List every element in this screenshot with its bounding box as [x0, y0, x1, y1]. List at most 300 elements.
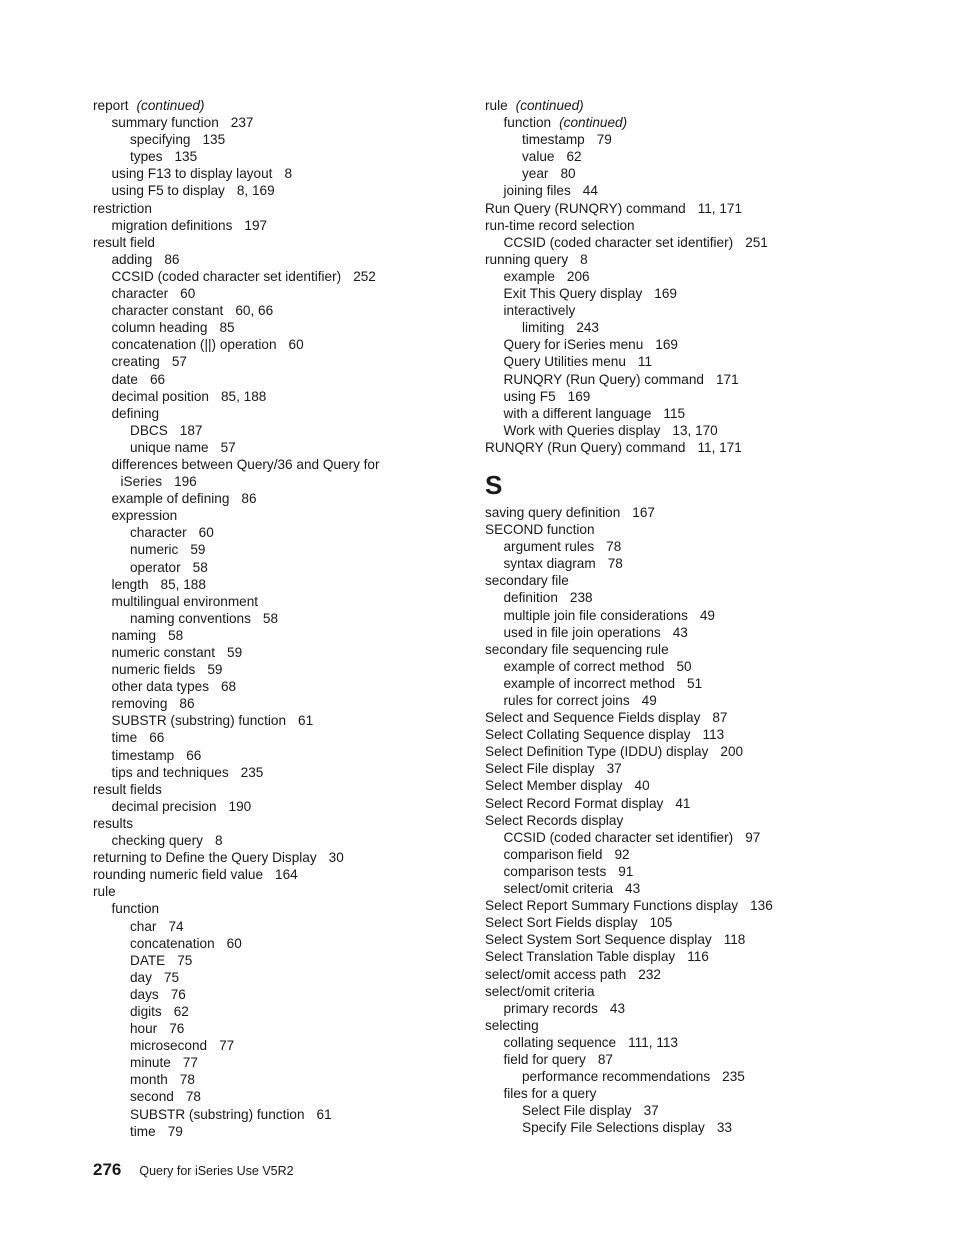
page-reference: 164 [275, 867, 298, 883]
index-entry [485, 897, 805, 914]
page-reference: 197 [244, 217, 268, 233]
index-term: numeric constant [111, 645, 216, 660]
page-reference: 8, 169 [236, 183, 275, 199]
page-reference: 169 [655, 337, 678, 353]
page-reference: 51 [687, 675, 703, 691]
index-term: comparison field [503, 846, 603, 862]
index-term: argument rules [503, 539, 595, 555]
index-term: specifying [130, 132, 191, 148]
index-term: report [93, 98, 129, 113]
page-reference: 59 [227, 645, 243, 660]
index-term: hour [130, 1021, 158, 1037]
page-reference: 49 [641, 693, 657, 708]
page-reference: 77 [182, 1055, 198, 1071]
index-entry [93, 1054, 403, 1071]
index-entry [485, 538, 805, 555]
index-entry [93, 866, 403, 883]
index-entry [485, 353, 805, 370]
index-term: microsecond [130, 1038, 208, 1054]
index-entry [93, 900, 403, 917]
index-term: running query [485, 251, 569, 267]
index-entry [485, 439, 805, 456]
index-entry [485, 97, 805, 114]
index-term: collating sequence [503, 1034, 617, 1050]
index-entry [93, 371, 403, 388]
index-entry [485, 795, 805, 812]
index-term: column heading [111, 320, 208, 336]
index-term: definition [503, 590, 558, 606]
index-entry [485, 182, 805, 199]
page-reference: 92 [614, 846, 630, 862]
page-reference: 50 [676, 658, 692, 674]
index-group-s [485, 504, 805, 1136]
index-term: returning to Define the Query Display [93, 850, 317, 866]
page-reference: 75 [177, 952, 193, 968]
page-reference: 76 [170, 986, 186, 1002]
index-group-r [485, 97, 805, 456]
index-entry [93, 507, 403, 524]
index-entry [93, 1106, 403, 1123]
index-entry [93, 217, 403, 234]
page-reference: 13, 170 [672, 422, 718, 438]
index-term: timestamp [111, 747, 175, 763]
index-entry [93, 422, 403, 439]
page-reference: 66 [149, 730, 165, 746]
index-term: multilingual environment [111, 593, 259, 609]
index-term: used in file join operations [503, 624, 661, 640]
page-reference: 252 [353, 268, 376, 284]
page-reference: 33 [716, 1120, 732, 1136]
index-entry [93, 200, 403, 217]
index-entry [485, 131, 805, 148]
index-entry [93, 336, 403, 353]
page-reference: 171 [715, 371, 739, 387]
page-reference: 41 [675, 795, 691, 811]
page-reference: 190 [228, 798, 252, 814]
index-term: RUNQRY (Run Query) command [485, 439, 686, 455]
index-entry [93, 97, 403, 114]
index-term: numeric [130, 542, 179, 558]
index-entry [485, 217, 805, 234]
index-term: secondary file sequencing rule [485, 641, 669, 657]
index-term: Select Record Format display [485, 795, 664, 811]
index-entry [93, 148, 403, 165]
index-entry [485, 1068, 805, 1085]
index-entry [93, 918, 403, 935]
index-term: Query for iSeries menu [503, 337, 644, 353]
index-entry [93, 439, 403, 456]
index-entry [93, 627, 403, 644]
page-reference: 115 [663, 405, 686, 421]
page-reference: 87 [712, 710, 728, 726]
page-reference: 78 [185, 1089, 201, 1105]
index-term: primary records [503, 1000, 598, 1016]
index-entry [93, 729, 403, 746]
index-term: naming conventions [130, 610, 251, 626]
index-term: other data types [111, 679, 209, 695]
index-entry [93, 815, 403, 832]
index-entry [93, 1037, 403, 1054]
index-term: digits [130, 1003, 162, 1019]
index-term: minute [130, 1055, 171, 1071]
index-term: Select File display [485, 761, 595, 777]
index-entry [485, 251, 805, 268]
index-term: char [130, 918, 157, 934]
index-term: select/omit access path [485, 966, 627, 982]
index-term: with a different language [503, 405, 652, 421]
index-entry [485, 589, 805, 606]
page-reference: 62 [173, 1003, 189, 1019]
page-reference: 238 [569, 590, 593, 606]
index-entry [485, 572, 805, 589]
index-entry [485, 165, 805, 182]
index-term: CCSID (coded character set identifier) [503, 829, 734, 845]
page-reference: 136 [750, 898, 773, 914]
page-reference: 49 [699, 607, 715, 623]
index-entry [93, 302, 403, 319]
index-entry [93, 234, 403, 251]
page-reference: 60, 66 [235, 303, 274, 319]
index-entry [93, 883, 403, 900]
index-term: rule [93, 884, 116, 900]
index-entry [485, 268, 805, 285]
index-term: decimal position [111, 388, 209, 404]
index-term: select/omit criteria [485, 983, 595, 999]
index-term: date [111, 371, 138, 387]
index-term: value [522, 149, 555, 165]
index-term: Select Collating Sequence display [485, 727, 691, 743]
index-entry [93, 285, 403, 302]
index-term: CCSID (coded character set identifier) [503, 234, 734, 250]
index-column-right [485, 97, 805, 1136]
index-term: summary function [111, 115, 219, 131]
index-term: result fields [93, 781, 162, 797]
index-entry [93, 712, 403, 729]
index-entry [93, 1071, 403, 1088]
index-entry [93, 1003, 403, 1020]
page-reference: 11, 171 [697, 200, 743, 216]
index-term: checking query [111, 833, 203, 849]
index-entry [485, 846, 805, 863]
index-term: function [111, 901, 160, 917]
index-term: example of incorrect method [503, 675, 676, 691]
page-reference: 61 [298, 713, 314, 729]
index-entry [485, 114, 805, 131]
continued-marker: (continued) [136, 98, 205, 113]
page-reference: 111, 113 [628, 1034, 678, 1050]
index-term: days [130, 986, 159, 1002]
index-entry [485, 692, 805, 709]
page-reference: 57 [171, 354, 187, 370]
index-entry [93, 268, 403, 285]
index-entry [485, 336, 805, 353]
page-reference: 77 [219, 1038, 235, 1054]
page-reference: 78 [606, 539, 622, 555]
index-entry [93, 456, 403, 490]
page-reference: 37 [606, 761, 622, 777]
index-term: time [111, 730, 138, 746]
page-footer [93, 1160, 294, 1180]
index-entry [93, 610, 403, 627]
index-term: syntax diagram [503, 556, 596, 572]
page-reference: 187 [179, 422, 203, 438]
index-term: concatenation [130, 935, 215, 951]
page-reference: 44 [582, 183, 598, 199]
index-term: Select and Sequence Fields display [485, 710, 701, 726]
index-term: Specify File Selections display [522, 1120, 705, 1136]
index-entry [485, 743, 805, 760]
index-term: Query Utilities menu [503, 354, 626, 370]
index-term: tips and techniques [111, 764, 229, 780]
index-entry [485, 422, 805, 439]
page-reference: 167 [632, 504, 655, 520]
index-term: SECOND function [485, 522, 595, 538]
index-entry [93, 952, 403, 969]
index-entry [93, 576, 403, 593]
index-term: rounding numeric field value [93, 867, 264, 883]
page-reference: 58 [262, 610, 279, 626]
page-reference: 118 [723, 932, 746, 948]
index-entry [485, 234, 805, 251]
page-reference: 196 [174, 474, 197, 490]
index-term: results [93, 815, 134, 831]
index-term: creating [111, 354, 160, 370]
book-title: Query for iSeries Use V5R2 [139, 1164, 294, 1178]
page-reference: 235 [722, 1069, 745, 1085]
index-entry [485, 1000, 805, 1017]
page-reference: 79 [596, 132, 612, 148]
page-reference: 232 [638, 966, 661, 982]
section-letter-heading: S [485, 469, 503, 500]
page-reference: 105 [649, 915, 673, 931]
index-entry [93, 969, 403, 986]
index-term: removing [111, 696, 168, 712]
index-term: SUBSTR (substring) function [111, 713, 287, 729]
index-term: second [130, 1089, 174, 1105]
index-term: numeric fields [111, 662, 196, 678]
page-reference: 66 [186, 747, 202, 763]
index-term: example of defining [111, 491, 230, 507]
index-term: files for a query [503, 1086, 597, 1102]
index-entry [485, 607, 805, 624]
index-term: Work with Queries display [503, 422, 661, 438]
index-entry [485, 504, 805, 521]
index-term: unique name [130, 439, 209, 455]
index-term: comparison tests [503, 863, 607, 879]
index-column-left [93, 97, 403, 1140]
index-term: Select Member display [485, 778, 623, 794]
index-term: Select Definition Type (IDDU) display [485, 744, 709, 760]
index-entry [485, 624, 805, 641]
page-reference: 43 [625, 881, 641, 897]
index-entry [93, 490, 403, 507]
index-entry [485, 521, 805, 538]
page-reference: 235 [240, 764, 264, 780]
page-reference: 61 [316, 1106, 332, 1122]
index-term: example of correct method [503, 658, 665, 674]
page-reference: 86 [179, 696, 195, 712]
page-reference: 237 [230, 115, 254, 131]
index-term: Run Query (RUNQRY) command [485, 200, 686, 216]
page-reference: 169 [654, 286, 677, 302]
index-entry [485, 302, 805, 319]
index-entry [485, 983, 805, 1000]
index-term: defining [111, 405, 160, 421]
page-reference: 87 [597, 1051, 613, 1067]
index-term: using F5 to display [111, 183, 225, 199]
page-reference: 8 [284, 166, 293, 182]
index-term: interactively [503, 303, 576, 319]
index-entry [93, 764, 403, 781]
index-term: Select Sort Fields display [485, 915, 638, 931]
index-entry [93, 849, 403, 866]
continued-marker: (continued) [559, 115, 628, 131]
index-term: using F5 [503, 388, 556, 404]
index-term: saving query definition [485, 504, 621, 520]
page-reference: 79 [167, 1123, 183, 1139]
index-entry [93, 251, 403, 268]
index-entry [93, 593, 403, 610]
page-reference: 135 [202, 132, 226, 148]
index-entry [93, 559, 403, 576]
index-entry [93, 353, 403, 370]
index-entry [485, 880, 805, 897]
index-term: rules for correct joins [503, 693, 630, 708]
page-reference: 30 [328, 850, 344, 866]
index-entry [93, 661, 403, 678]
index-entry [485, 371, 805, 388]
index-term: adding [111, 251, 153, 267]
index-entry [485, 641, 805, 658]
page-reference: 78 [179, 1072, 195, 1088]
page-reference: 60 [288, 337, 304, 353]
index-entry [93, 541, 403, 558]
index-term: migration definitions [111, 217, 233, 233]
index-term: concatenation (||) operation [111, 337, 277, 353]
index-term: SUBSTR (substring) function [130, 1106, 305, 1122]
page-reference: 76 [169, 1021, 185, 1037]
page-reference: 135 [174, 149, 198, 165]
index-entry [93, 678, 403, 695]
page-reference: 97 [745, 829, 761, 845]
index-entry [93, 524, 403, 541]
index-term: character constant [111, 303, 224, 319]
index-term: field for query [503, 1051, 586, 1067]
index-term: character [111, 286, 169, 302]
index-term: differences between Query/36 and Query for iSeries [111, 456, 380, 490]
page-reference: 58 [192, 559, 208, 575]
index-term: month [130, 1072, 168, 1088]
index-term: timestamp [522, 132, 585, 148]
index-term: example [503, 268, 555, 284]
page-reference: 8 [214, 833, 223, 849]
page-reference: 75 [163, 969, 180, 985]
index-entry [93, 747, 403, 764]
page-reference: 62 [566, 149, 582, 165]
index-entry [485, 388, 805, 405]
index-entry [93, 388, 403, 405]
index-entry [485, 1034, 805, 1051]
page-reference: 85 [219, 320, 235, 336]
index-entry [93, 114, 403, 131]
page-reference: 251 [745, 234, 768, 250]
index-entry [93, 182, 403, 199]
index-entry [93, 131, 403, 148]
page-reference: 116 [687, 949, 709, 965]
index-term: Select System Sort Sequence display [485, 932, 712, 948]
page-reference: 57 [220, 439, 236, 455]
index-entry [485, 931, 805, 948]
index-term: performance recommendations [522, 1069, 711, 1085]
index-entry [485, 829, 805, 846]
index-entry [485, 148, 805, 165]
index-term: selecting [485, 1017, 539, 1033]
index-entry [485, 555, 805, 572]
index-entry [93, 935, 403, 952]
page-reference: 60 [226, 935, 242, 951]
index-entry [93, 1123, 403, 1140]
index-term: joining files [503, 183, 571, 199]
index-entry [485, 319, 805, 336]
index-entry [485, 948, 805, 965]
index-entry [485, 863, 805, 880]
index-term: secondary file [485, 573, 569, 589]
index-term: using F13 to display layout [111, 166, 273, 182]
index-entry [485, 675, 805, 692]
page-reference: 40 [634, 778, 650, 794]
index-entry [485, 1102, 805, 1119]
index-term: RUNQRY (Run Query) command [503, 371, 704, 387]
page-reference: 86 [241, 491, 257, 507]
index-term: select/omit criteria [503, 881, 614, 897]
page-reference: 78 [607, 556, 623, 572]
index-entry [485, 1085, 805, 1102]
page-reference: 74 [168, 918, 184, 934]
index-entry [93, 319, 403, 336]
page-reference: 59 [207, 662, 223, 678]
index-term: Select Report Summary Functions display [485, 898, 739, 914]
index-entry [485, 285, 805, 302]
page-reference: 85, 188 [220, 388, 267, 404]
index-term: DATE [130, 952, 166, 968]
page-reference: 68 [221, 679, 237, 695]
index-entry [93, 165, 403, 182]
index-term: Select Records display [485, 812, 624, 828]
index-entry [485, 812, 805, 829]
index-entry [93, 1020, 403, 1037]
page-reference: 60 [198, 525, 214, 541]
index-entry [485, 726, 805, 743]
page-reference: 60 [180, 286, 196, 302]
page-reference: 85, 188 [160, 576, 206, 592]
page-reference: 8 [580, 251, 588, 267]
index-entry [485, 658, 805, 675]
continued-marker: (continued) [515, 98, 584, 113]
index-term: CCSID (coded character set identifier) [111, 268, 342, 284]
page-reference: 86 [164, 251, 180, 267]
index-term: run-time record selection [485, 217, 635, 233]
index-entry [93, 695, 403, 712]
index-entry [93, 644, 403, 661]
index-term: length [111, 576, 149, 592]
index-entry [485, 777, 805, 794]
index-term: Select File display [522, 1103, 632, 1119]
index-term: day [130, 969, 152, 985]
index-term: Select Translation Table display [485, 949, 676, 965]
page-reference: 66 [149, 371, 166, 387]
index-entry [485, 200, 805, 217]
index-entry [93, 832, 403, 849]
